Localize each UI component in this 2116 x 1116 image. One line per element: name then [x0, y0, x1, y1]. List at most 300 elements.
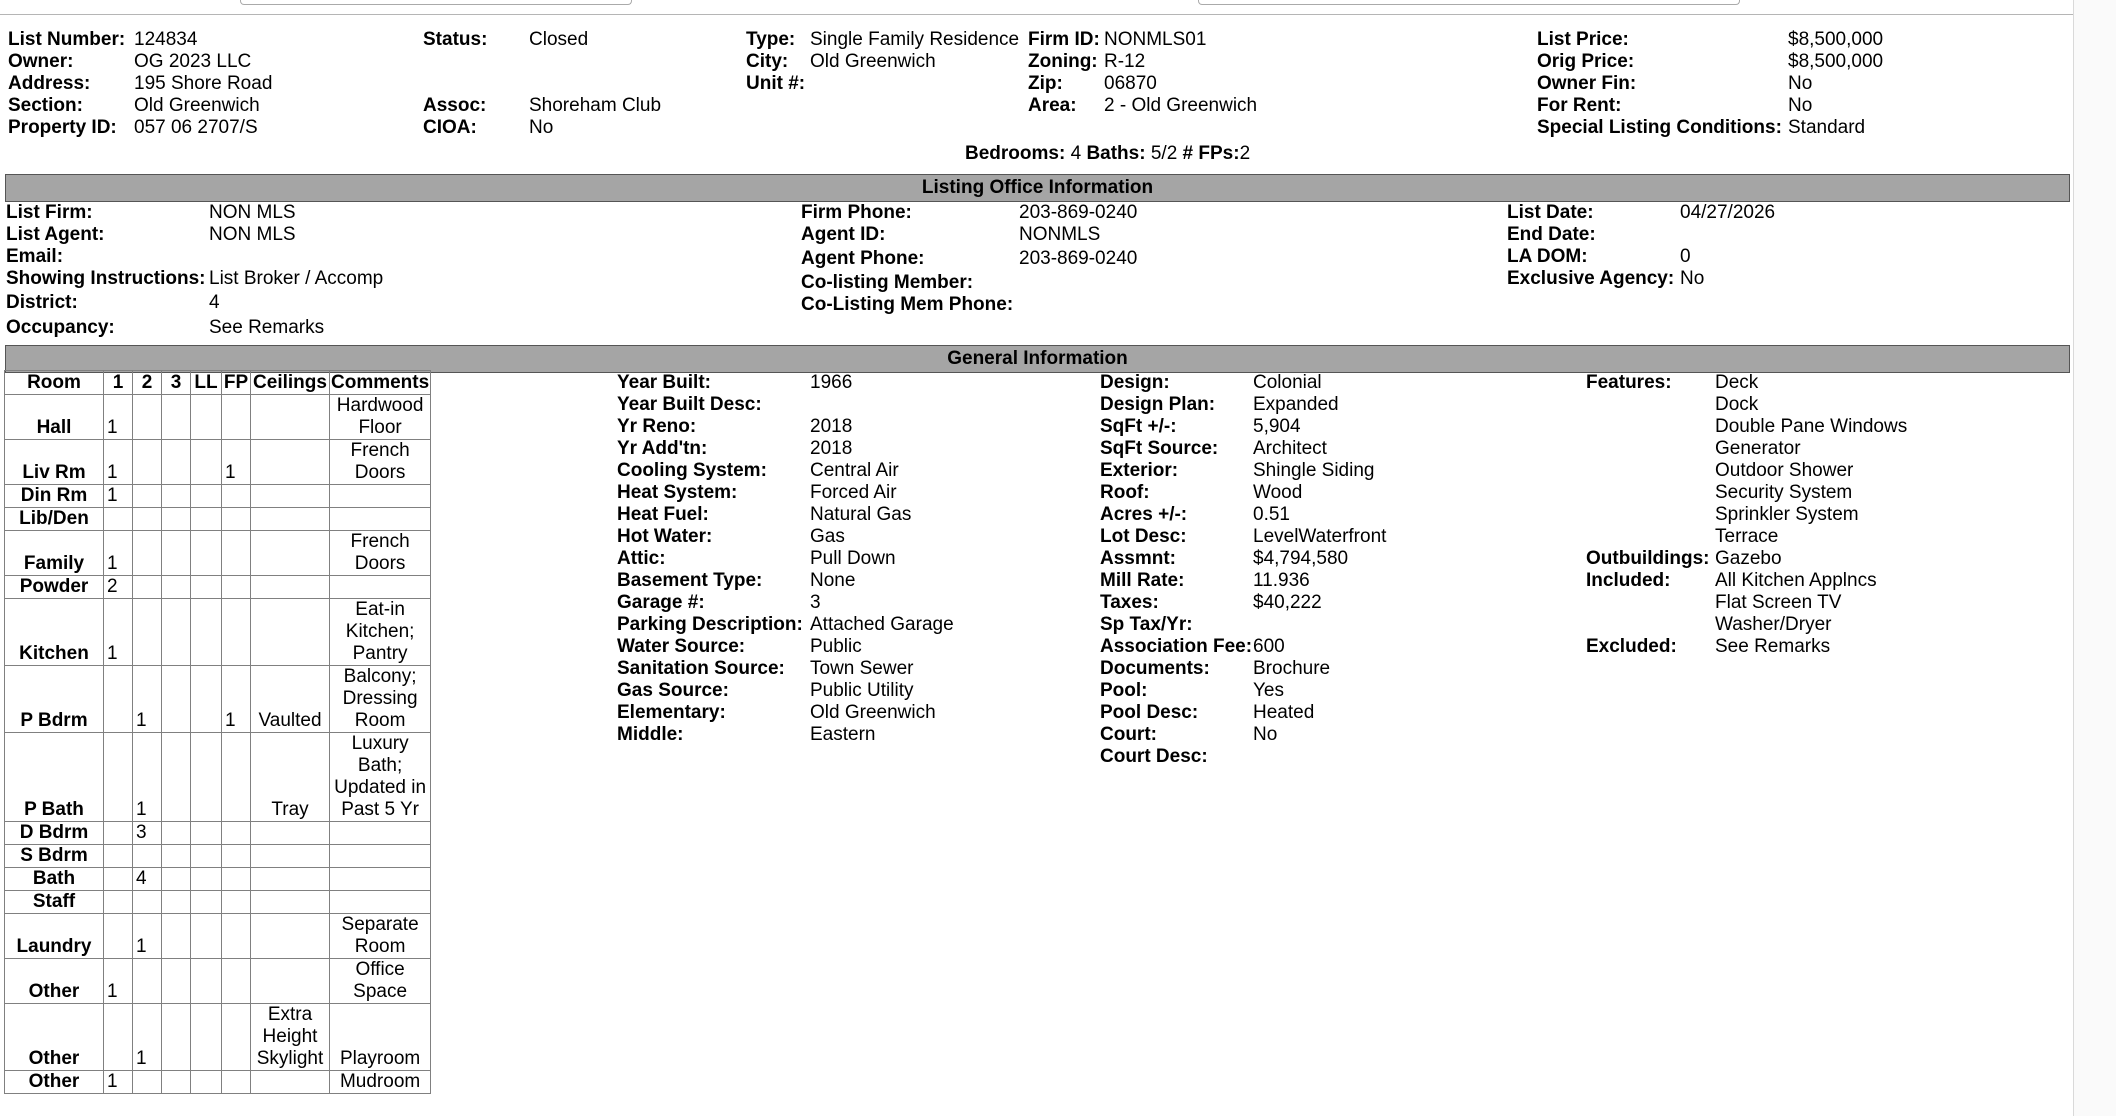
vertical-scrollbar[interactable]: [2073, 0, 2116, 1116]
room-level-cell: [222, 845, 251, 868]
room-comments: [330, 822, 431, 845]
room-level-cell: [133, 508, 162, 531]
room-ceilings: [251, 440, 330, 485]
room-level-cell: [104, 868, 133, 891]
type-field-label: City:: [746, 51, 789, 72]
status-field-label: CIOA:: [423, 117, 477, 138]
general-field-label: Attic:: [617, 548, 666, 569]
office-field-value: 4: [209, 292, 220, 313]
price-field-value: No: [1788, 95, 1813, 116]
room-name: Liv Rm: [5, 440, 104, 485]
room-name: Other: [5, 1004, 104, 1071]
design-field-label: Pool:: [1100, 680, 1148, 701]
room-level-cell: [162, 531, 191, 576]
general-field-value: Old Greenwich: [810, 702, 936, 723]
general-field-label: Middle:: [617, 724, 684, 745]
room-level-cell: [191, 822, 222, 845]
listing-field-label: Property ID:: [8, 117, 117, 138]
room-ceilings: [251, 1071, 330, 1094]
design-field-label: Taxes:: [1100, 592, 1159, 613]
room-level-cell: [162, 395, 191, 440]
rooms-column-header: Ceilings: [251, 371, 330, 395]
features-field-value: Dock: [1715, 394, 1759, 415]
type-field-value: Old Greenwich: [810, 51, 936, 72]
listing-field-value: 195 Shore Road: [134, 73, 273, 94]
room-level-cell: [162, 508, 191, 531]
features-field-value: See Remarks: [1715, 636, 1831, 657]
design-field-label: Association Fee:: [1100, 636, 1253, 657]
rooms-column-header: FP: [222, 371, 251, 395]
room-ceilings: [251, 891, 330, 914]
features-field-value: Sprinkler System: [1715, 504, 1859, 525]
room-row: [5, 891, 431, 914]
features-field-value: Terrace: [1715, 526, 1779, 547]
room-level-cell: [222, 1071, 251, 1094]
office-date-label: List Date:: [1507, 202, 1594, 223]
room-level-cell: [222, 531, 251, 576]
rooms-column-header: Room: [5, 371, 104, 395]
general-field-value: Public Utility: [810, 680, 914, 701]
fireplaces-label: # FPs:: [1182, 143, 1240, 164]
general-field-label: Year Built Desc:: [617, 394, 762, 415]
room-level-cell: [191, 395, 222, 440]
design-field-label: Court Desc:: [1100, 746, 1208, 767]
office-field-value: List Broker / Accomp: [209, 268, 384, 289]
room-level-cell: [191, 1071, 222, 1094]
design-field-label: Court:: [1100, 724, 1157, 745]
room-comments: Office Space: [330, 959, 431, 1004]
room-ceilings: [251, 576, 330, 599]
room-level-cell: [133, 1071, 162, 1094]
room-row: [5, 914, 431, 959]
room-level-cell: [104, 508, 133, 531]
room-name: Other: [5, 959, 104, 1004]
room-level-cell: [222, 868, 251, 891]
price-field-label: Orig Price:: [1537, 51, 1635, 72]
office-phone-label: Firm Phone:: [801, 202, 912, 223]
office-date-value: 04/27/2026: [1680, 202, 1776, 223]
design-field-value: Architect: [1253, 438, 1327, 459]
room-level-cell: [222, 485, 251, 508]
rooms-column-header: 2: [133, 371, 162, 395]
room-name: Other: [5, 1071, 104, 1094]
general-field-value: Public: [810, 636, 862, 657]
general-field-label: Sanitation Source:: [617, 658, 785, 679]
room-level-cell: [133, 959, 162, 1004]
general-field-value: 2018: [810, 416, 853, 437]
room-level-cell: 1: [104, 485, 133, 508]
office-date-label: Exclusive Agency:: [1507, 268, 1675, 289]
features-field-label: Excluded:: [1586, 636, 1677, 657]
office-phone-label: Agent ID:: [801, 224, 886, 245]
office-field-label: List Firm:: [6, 202, 93, 223]
room-ceilings: [251, 531, 330, 576]
rooms-table: [4, 370, 431, 1094]
room-level-cell: [191, 891, 222, 914]
office-field-label: Occupancy:: [6, 317, 115, 338]
room-level-cell: [191, 508, 222, 531]
office-phone-value: 203-869-0240: [1019, 248, 1138, 269]
room-level-cell: [162, 1071, 191, 1094]
room-level-cell: [133, 395, 162, 440]
general-field-value: Forced Air: [810, 482, 897, 503]
general-field-value: 2018: [810, 438, 853, 459]
design-field-value: 11.936: [1253, 570, 1310, 591]
general-field-label: Yr Reno:: [617, 416, 697, 437]
design-field-label: Design:: [1100, 372, 1170, 393]
baths-value: 5/2: [1150, 143, 1178, 164]
room-level-cell: [162, 891, 191, 914]
room-name: Staff: [5, 891, 104, 914]
office-phone-label: Co-listing Member:: [801, 272, 974, 293]
room-level-cell: [162, 845, 191, 868]
room-level-cell: 1: [104, 440, 133, 485]
office-field-label: Email:: [6, 246, 64, 267]
status-field-value: No: [529, 117, 554, 138]
room-ceilings: [251, 845, 330, 868]
listing-field-value: 124834: [134, 29, 198, 50]
toolbar-fragment: [240, 0, 632, 5]
room-level-cell: [191, 599, 222, 666]
room-comments: [330, 508, 431, 531]
room-name: P Bdrm: [5, 666, 104, 733]
design-field-value: Yes: [1253, 680, 1284, 701]
price-field-value: $8,500,000: [1788, 29, 1884, 50]
general-field-label: Elementary:: [617, 702, 726, 723]
room-level-cell: 1: [104, 1071, 133, 1094]
room-name: P Bath: [5, 733, 104, 822]
design-field-value: 600: [1253, 636, 1285, 657]
firm-field-label: Zoning:: [1028, 51, 1098, 72]
price-field-label: For Rent:: [1537, 95, 1622, 116]
room-row: [5, 959, 431, 1004]
room-level-cell: [162, 666, 191, 733]
features-field-label: Outbuildings:: [1586, 548, 1710, 569]
price-field-value: Standard: [1788, 117, 1866, 138]
room-comments: Playroom: [330, 1004, 431, 1071]
status-field-value: Shoreham Club: [529, 95, 662, 116]
room-level-cell: [162, 599, 191, 666]
general-field-value: None: [810, 570, 856, 591]
room-ceilings: [251, 868, 330, 891]
features-field-label: Included:: [1586, 570, 1671, 591]
room-name: Hall: [5, 395, 104, 440]
design-field-label: Documents:: [1100, 658, 1210, 679]
room-comments: Eat-in Kitchen; Pantry: [330, 599, 431, 666]
room-row: [5, 508, 431, 531]
room-level-cell: [191, 845, 222, 868]
features-field-value: Security System: [1715, 482, 1853, 503]
room-level-cell: 1: [222, 440, 251, 485]
room-ceilings: Extra Height Skylight: [251, 1004, 330, 1071]
status-field-value: Closed: [529, 29, 589, 50]
room-name: Lib/Den: [5, 508, 104, 531]
design-field-label: Design Plan:: [1100, 394, 1216, 415]
room-level-cell: [162, 1004, 191, 1071]
room-row: [5, 1071, 431, 1094]
room-ceilings: [251, 395, 330, 440]
room-row: [5, 531, 431, 576]
office-date-value: No: [1680, 268, 1705, 289]
room-name: Family: [5, 531, 104, 576]
room-level-cell: [162, 868, 191, 891]
room-level-cell: [222, 395, 251, 440]
room-level-cell: [191, 914, 222, 959]
general-field-value: 3: [810, 592, 821, 613]
room-level-cell: [191, 868, 222, 891]
office-phone-label: Agent Phone:: [801, 248, 925, 269]
design-field-label: SqFt +/-:: [1100, 416, 1177, 437]
price-field-value: No: [1788, 73, 1813, 94]
type-field-label: Unit #:: [746, 73, 806, 94]
room-row: [5, 440, 431, 485]
room-level-cell: [191, 666, 222, 733]
office-field-label: Showing Instructions:: [6, 268, 206, 289]
general-field-value: 1966: [810, 372, 853, 393]
room-level-cell: 1: [104, 599, 133, 666]
firm-field-label: Firm ID:: [1028, 29, 1100, 50]
room-level-cell: 1: [104, 531, 133, 576]
room-name: Powder: [5, 576, 104, 599]
room-level-cell: [191, 576, 222, 599]
office-field-label: List Agent:: [6, 224, 105, 245]
price-field-label: Owner Fin:: [1537, 73, 1637, 94]
general-field-label: Garage #:: [617, 592, 705, 613]
room-comments: Mudroom: [330, 1071, 431, 1094]
room-level-cell: 1: [133, 666, 162, 733]
design-field-label: Pool Desc:: [1100, 702, 1199, 723]
room-level-cell: [162, 959, 191, 1004]
room-ceilings: [251, 914, 330, 959]
general-field-value: Pull Down: [810, 548, 896, 569]
room-level-cell: 2: [104, 576, 133, 599]
room-comments: [330, 845, 431, 868]
general-field-label: Yr Add'tn:: [617, 438, 708, 459]
listing-field-value: 057 06 2707/S: [134, 117, 258, 138]
room-name: D Bdrm: [5, 822, 104, 845]
room-row: [5, 485, 431, 508]
room-level-cell: [162, 576, 191, 599]
features-field-value: Flat Screen TV: [1715, 592, 1842, 613]
general-field-label: Year Built:: [617, 372, 711, 393]
room-comments: Hardwood Floor: [330, 395, 431, 440]
room-level-cell: [222, 891, 251, 914]
general-info-section-header: General Information: [5, 345, 2070, 373]
fireplaces-value: 2: [1239, 143, 1251, 164]
firm-field-value: 06870: [1104, 73, 1157, 94]
design-field-label: Lot Desc:: [1100, 526, 1187, 547]
room-row: [5, 395, 431, 440]
design-field-label: Acres +/-:: [1100, 504, 1188, 525]
bedrooms-label: Bedrooms:: [965, 143, 1066, 164]
office-date-label: LA DOM:: [1507, 246, 1588, 267]
firm-field-label: Area:: [1028, 95, 1077, 116]
general-field-label: Heat System:: [617, 482, 738, 503]
room-row: [5, 733, 431, 822]
room-level-cell: [222, 576, 251, 599]
room-level-cell: [104, 845, 133, 868]
room-ceilings: Vaulted: [251, 666, 330, 733]
listing-field-value: Old Greenwich: [134, 95, 260, 116]
room-row: [5, 868, 431, 891]
features-field-value: Gazebo: [1715, 548, 1782, 569]
room-level-cell: [222, 1004, 251, 1071]
general-field-label: Water Source:: [617, 636, 746, 657]
room-level-cell: 1: [104, 395, 133, 440]
firm-field-value: R-12: [1104, 51, 1146, 72]
listing-field-label: List Number:: [8, 29, 126, 50]
room-level-cell: [104, 822, 133, 845]
office-field-value: See Remarks: [209, 317, 325, 338]
features-field-value: Generator: [1715, 438, 1801, 459]
room-comments: Luxury Bath; Updated in Past 5 Yr: [330, 733, 431, 822]
room-level-cell: [191, 733, 222, 822]
rooms-column-header: LL: [191, 371, 222, 395]
room-level-cell: [104, 914, 133, 959]
firm-field-label: Zip:: [1028, 73, 1063, 94]
office-phone-value: 203-869-0240: [1019, 202, 1138, 223]
room-level-cell: 1: [133, 1004, 162, 1071]
firm-field-value: 2 - Old Greenwich: [1104, 95, 1258, 116]
room-comments: [330, 576, 431, 599]
room-row: [5, 845, 431, 868]
listing-office-section-header: Listing Office Information: [5, 174, 2070, 202]
design-field-value: Wood: [1253, 482, 1303, 503]
design-field-value: Expanded: [1253, 394, 1339, 415]
browser-top-strip: [0, 0, 2074, 15]
room-ceilings: [251, 599, 330, 666]
room-level-cell: [133, 485, 162, 508]
price-field-label: Special Listing Conditions:: [1537, 117, 1782, 138]
design-field-value: $4,794,580: [1253, 548, 1349, 569]
general-field-label: Hot Water:: [617, 526, 713, 547]
office-field-label: District:: [6, 292, 78, 313]
features-field-value: Double Pane Windows: [1715, 416, 1908, 437]
room-level-cell: [191, 1004, 222, 1071]
room-level-cell: [162, 914, 191, 959]
design-field-label: Roof:: [1100, 482, 1150, 503]
rooms-column-header: 3: [162, 371, 191, 395]
general-field-value: Gas: [810, 526, 845, 547]
room-level-cell: [162, 822, 191, 845]
features-field-value: Outdoor Shower: [1715, 460, 1854, 481]
room-summary: [965, 143, 1250, 165]
listing-field-label: Owner:: [8, 51, 74, 72]
room-comments: French Doors: [330, 531, 431, 576]
features-field-value: Washer/Dryer: [1715, 614, 1832, 635]
room-ceilings: [251, 959, 330, 1004]
room-level-cell: [162, 733, 191, 822]
general-field-value: Central Air: [810, 460, 899, 481]
features-field-label: Features:: [1586, 372, 1672, 393]
features-field-value: Deck: [1715, 372, 1759, 393]
general-field-label: Parking Description:: [617, 614, 803, 635]
room-level-cell: [133, 845, 162, 868]
room-level-cell: [191, 531, 222, 576]
room-level-cell: 1: [133, 733, 162, 822]
room-name: Bath: [5, 868, 104, 891]
room-level-cell: [133, 576, 162, 599]
room-comments: Balcony; Dressing Room: [330, 666, 431, 733]
firm-field-value: NONMLS01: [1104, 29, 1207, 50]
general-field-label: Basement Type:: [617, 570, 763, 591]
general-field-value: Attached Garage: [810, 614, 954, 635]
baths-label: Baths:: [1086, 143, 1146, 164]
office-phone-value: NONMLS: [1019, 224, 1101, 245]
toolbar-fragment: [1198, 0, 1740, 5]
general-field-label: Heat Fuel:: [617, 504, 709, 525]
room-comments: [330, 868, 431, 891]
room-level-cell: [191, 485, 222, 508]
room-row: [5, 599, 431, 666]
design-field-value: Brochure: [1253, 658, 1331, 679]
room-level-cell: [222, 914, 251, 959]
office-phone-label: Co-Listing Mem Phone:: [801, 294, 1014, 315]
general-field-value: Natural Gas: [810, 504, 912, 525]
room-comments: French Doors: [330, 440, 431, 485]
room-level-cell: [162, 440, 191, 485]
design-field-value: Heated: [1253, 702, 1315, 723]
design-field-value: No: [1253, 724, 1278, 745]
price-field-value: $8,500,000: [1788, 51, 1884, 72]
room-level-cell: [222, 822, 251, 845]
design-field-value: 5,904: [1253, 416, 1301, 437]
room-row: [5, 666, 431, 733]
room-level-cell: [133, 599, 162, 666]
design-field-value: Shingle Siding: [1253, 460, 1375, 481]
room-row: [5, 576, 431, 599]
rooms-column-header: 1: [104, 371, 133, 395]
room-ceilings: [251, 485, 330, 508]
room-level-cell: 3: [133, 822, 162, 845]
room-ceilings: Tray: [251, 733, 330, 822]
room-level-cell: [133, 891, 162, 914]
design-field-value: Colonial: [1253, 372, 1322, 393]
room-level-cell: 4: [133, 868, 162, 891]
price-field-label: List Price:: [1537, 29, 1629, 50]
general-field-label: Cooling System:: [617, 460, 767, 481]
rooms-column-header: Comments: [331, 372, 430, 393]
room-level-cell: 1: [222, 666, 251, 733]
room-level-cell: [104, 666, 133, 733]
room-level-cell: [222, 733, 251, 822]
room-level-cell: [104, 733, 133, 822]
room-level-cell: [222, 599, 251, 666]
listing-field-label: Address:: [8, 73, 91, 94]
bedrooms-value: 4: [1070, 143, 1082, 164]
room-comments: Separate Room: [330, 914, 431, 959]
room-name: Kitchen: [5, 599, 104, 666]
listing-field-value: OG 2023 LLC: [134, 51, 252, 72]
room-level-cell: [222, 959, 251, 1004]
office-date-value: 0: [1680, 246, 1691, 267]
design-field-label: Assmnt:: [1100, 548, 1177, 569]
status-field-label: Assoc:: [423, 95, 487, 116]
general-field-value: Eastern: [810, 724, 876, 745]
room-name: Laundry: [5, 914, 104, 959]
room-level-cell: 1: [104, 959, 133, 1004]
office-field-value: NON MLS: [209, 224, 296, 245]
room-level-cell: [191, 959, 222, 1004]
office-date-label: End Date:: [1507, 224, 1596, 245]
room-level-cell: [222, 508, 251, 531]
office-field-value: NON MLS: [209, 202, 296, 223]
room-level-cell: [162, 485, 191, 508]
features-field-value: All Kitchen Applncs: [1715, 570, 1877, 591]
room-name: S Bdrm: [5, 845, 104, 868]
design-field-label: Sp Tax/Yr:: [1100, 614, 1193, 635]
general-field-label: Gas Source:: [617, 680, 729, 701]
